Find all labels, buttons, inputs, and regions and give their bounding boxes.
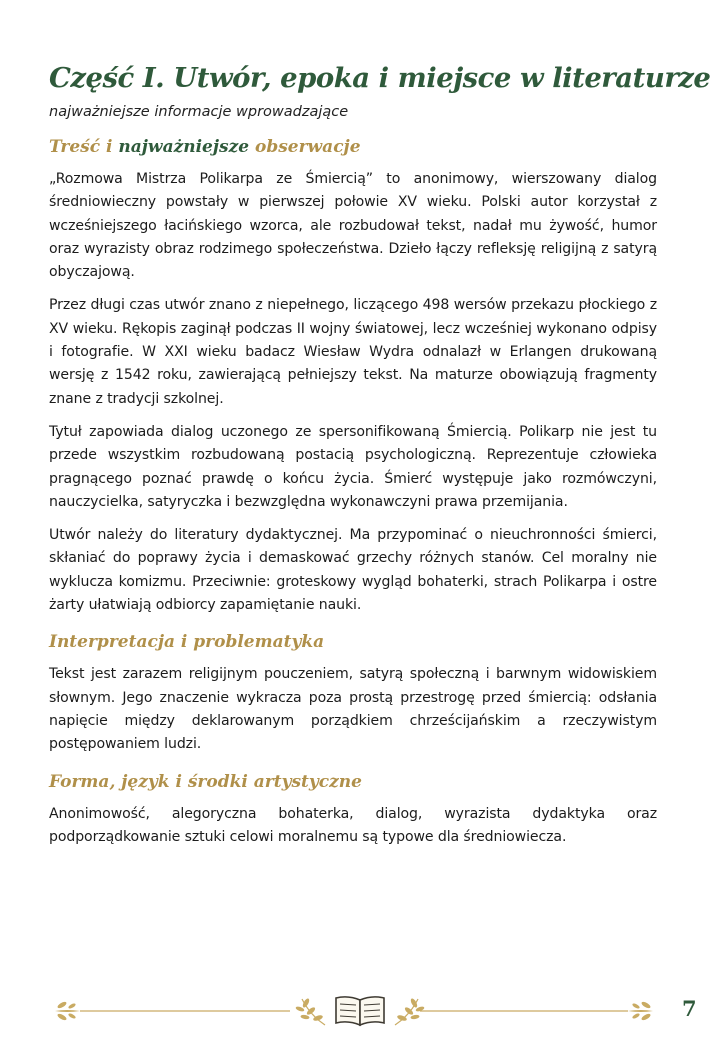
section-title-part-highlight: najważniejsze <box>118 137 250 157</box>
paragraph: Przez długi czas utwór znano z niepełnego, liczącego 498 wersów przekazu płockiego z XV wieku. Rękopis zaginął podczas II wojny światowej, lecz wcześniej wykonano odpisy i fotografie. W XXI wieku badacz Wiesław Wydra odnalazł w Erlangen drukowaną wersję z 1542 roku, zawierającą pełniejszy tekst. Na maturze obowiązują fragmenty znane z tradycji szkolnej. <box>49 297 657 407</box>
paragraph: Tekst jest zarazem religijnym pouczeniem, satyrą społeczną i barwnym widowiskiem słownym. Jego znaczenie wykracza poza prostą przestrogę przed śmiercią: odsłania napięcie między deklarowanym porządkiem chrześcijańskim a rzeczywistym postępowaniem ludzi. <box>49 666 657 753</box>
footer-ornament <box>0 985 720 1035</box>
paragraph: Tytuł zapowiada dialog uczonego ze spersonifikowaną Śmiercią. Polikarp nie jest tu przede wszystkim rozbudowaną postacią psychologiczną. Reprezentuje człowieka pragnącego poznać prawdę o końcu życia. Śmierć występuje jako rozmówczyni, nauczycielka, satyryczka i bezwzględna wykonawczyni prawa przemijania. <box>49 423 657 510</box>
paragraph: Anonimowość, alegoryczna bohaterka, dialog, wyrazista dydaktyka oraz podporządkowanie sztuki celowi moralnemu są typowe dla średniowiecza. <box>49 805 657 845</box>
section-title-part: Treść i <box>49 137 119 157</box>
page-number: 7 <box>682 996 697 1021</box>
page-content <box>49 60 711 859</box>
paragraph: „Rozmowa Mistrza Polikarpa ze Śmiercią” to anonimowy, wierszowany dialog średniowieczny powstały w pierwszej połowie XV wieku. Polski autor korzystał z wcześniejszego łacińskiego wzorca, ale rozbudował tekst, nadał mu żywość, humor oraz wyrazisty obraz rodzimego społeczeństwa. Dzieło łączy refleksję religijną z satyrą obyczajową. <box>49 171 657 281</box>
section-title-content <box>49 135 657 159</box>
page-title: Część I. Utwór, epoka i miejsce w literaturze <box>49 62 711 94</box>
section-title-part: obserwacje <box>249 137 361 157</box>
open-book-laurel-icon <box>0 985 720 1035</box>
page-subtitle: najważniejsze informacje wprowadzające <box>49 104 349 120</box>
section-title-form: Forma, język i środki artystyczne <box>49 771 362 792</box>
paragraph: Utwór należy do literatury dydaktycznej. Ma przypominać o nieuchronności śmierci, skłaniać do poprawy życia i demaskować grzechy różnych stanów. Cel moralny nie wyklucza komizmu. Przeciwnie: groteskowy wygląd bohaterki, strach Polikarpa i ostre żarty ułatwiają odbiorcy zapamiętanie nauki. <box>49 527 657 614</box>
section-title-interpretation: Interpretacja i problematyka <box>49 632 325 653</box>
